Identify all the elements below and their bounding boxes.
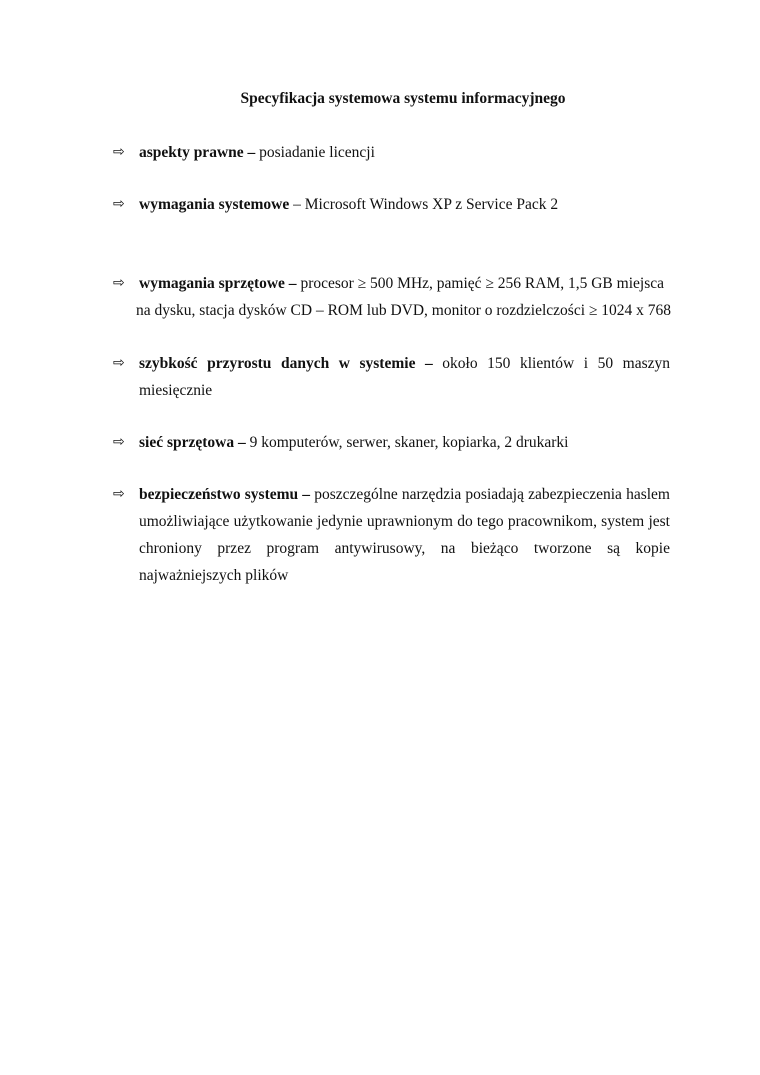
arrow-bullet-icon: ⇨ [113,144,125,160]
document-title: Specyfikacja systemowa systemu informacyjnego [240,90,566,107]
item-label: aspekty prawne – [139,144,256,161]
item-text: chroniony przez program antywirusowy, na bieżąco tworzone są kopie [139,540,670,557]
item-label: wymagania sprzętowe – [139,275,297,292]
item-text: procesor ≥ 500 MHz, pamięć ≥ 256 RAM, 1,5 GB miejsca [296,275,664,292]
item-text: 9 komputerów, serwer, skaner, kopiarka, 2 drukarki [245,434,569,451]
item-text: umożliwiające użytkowanie jedynie uprawnionym do tego pracownikom, system jest [139,513,670,530]
item-text: posiadanie licencji [255,144,375,161]
item-label: bezpieczeństwo systemu – [139,486,311,503]
item-label: szybkość przyrostu danych w systemie – [139,355,433,372]
item-text: na dysku, stacja dysków CD – ROM lub DVD, monitor o rozdzielczości ≥ 1024 x 768 [136,302,672,319]
item-text: najważniejszych plików [139,567,289,584]
arrow-bullet-icon: ⇨ [113,196,125,212]
item-text: – Microsoft Windows XP z Service Pack 2 [289,196,559,213]
item-text: około 150 klientów i 50 maszyn [432,355,671,372]
item-label: sieć sprzętowa – [139,434,246,451]
item-text: miesięcznie [139,382,213,399]
arrow-bullet-icon: ⇨ [113,434,125,450]
arrow-bullet-icon: ⇨ [113,486,125,502]
arrow-bullet-icon: ⇨ [113,275,125,291]
arrow-bullet-icon: ⇨ [113,355,125,371]
item-label: wymagania systemowe [139,196,290,213]
item-text: poszczególne narzędzia posiadają zabezpieczenia haslem [310,486,670,503]
